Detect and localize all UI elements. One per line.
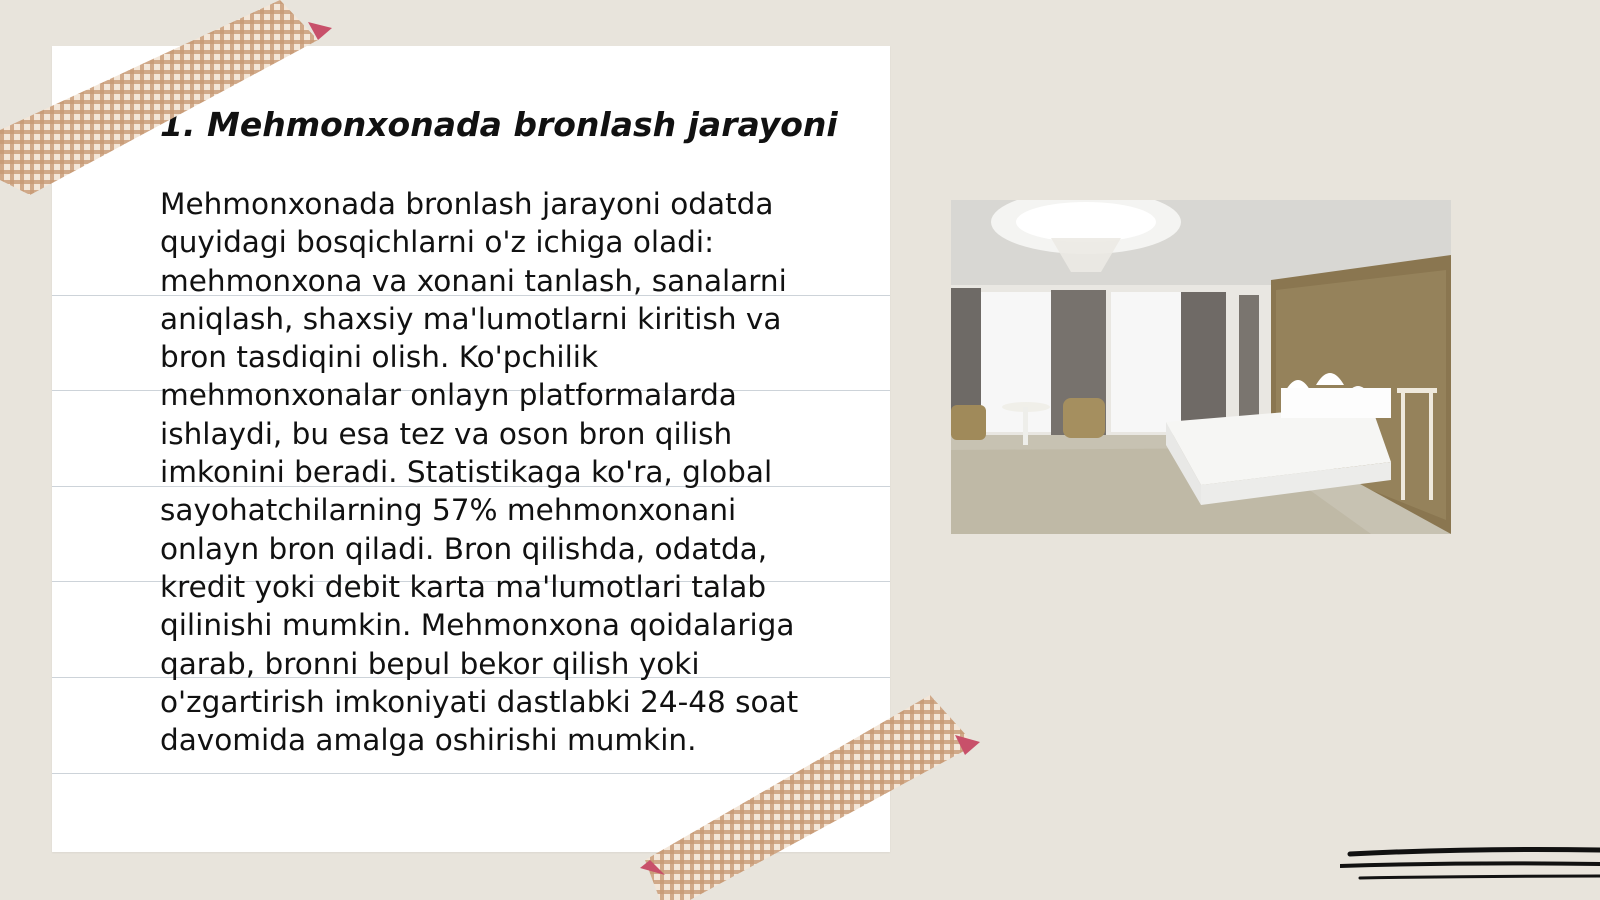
- decorative-lines: [1340, 846, 1600, 886]
- washi-tape-bottom-right: [640, 690, 1000, 900]
- slide-body-text: Mehmonxonada bronlash jarayoni odatda quyidagi bosqichlarni o'z ichiga oladi: mehmonxona va xonani tanlash, sanalarni aniqlash, shaxsiy ma'lumotlarni kiritish va bron tasdiqini olish. Ko'pchilik mehmonxonalar onlayn platformalarda ishlaydi, bu esa tez va oson bron qilish imkonini beradi. Statistikaga ko'ra, global sayohatchilarning 57% mehmonxonani onlayn bron qiladi. Bron qilishda, odatda, kredit yoki debit karta ma'lumotlari talab qilinishi mumkin. Mehmonxona qoidalariga qarab, bronni bepul bekor qilish yoki o'zgartirish imkoniyati dastlabki 24-48 soat davomida amalga oshirishi mumkin.: [160, 187, 799, 758]
- slide-title: 1. Mehmonxonada bronlash jarayoni: [160, 105, 838, 144]
- hotel-room-photo: [951, 200, 1451, 534]
- washi-tape-top-left: [0, 0, 340, 210]
